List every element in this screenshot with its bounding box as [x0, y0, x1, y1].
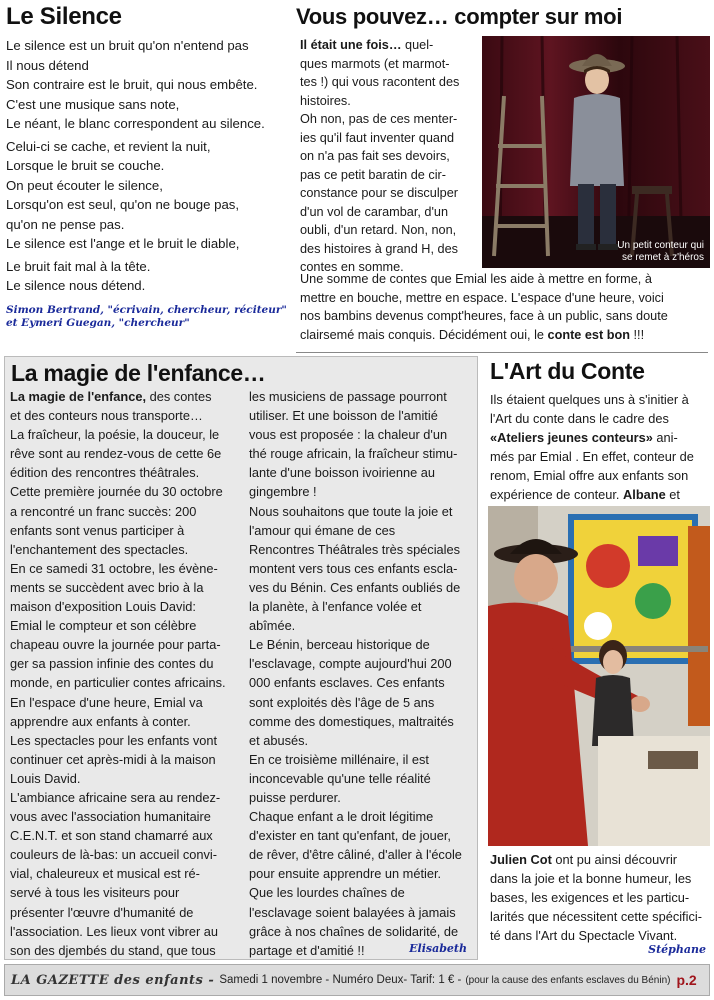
- text-line: té dans l'Art du Spectacle Vivant.: [490, 928, 678, 944]
- title-main: compter sur moi: [454, 4, 623, 29]
- text-line: constance pour se disculper: [300, 186, 458, 200]
- text-line: thé rouge africain, la fraîcheur stimu-: [249, 446, 458, 462]
- text-line: maison d'exposition Louis David:: [10, 599, 196, 615]
- text-line: nos bambins devenus compt'heures, face à un public, sans doute: [300, 309, 668, 323]
- text-line: En ce samedi 31 octobre, les évène-: [10, 560, 218, 576]
- poem-body: [6, 36, 290, 296]
- text-line: l'enchantement des spectacles.: [10, 541, 189, 557]
- text-line: l'amour qui émane de ces: [249, 522, 396, 538]
- text-line: utiliser. Et une boisson de l'amitié: [249, 408, 438, 424]
- text-line: Ils étaient quelques uns à s'initier à: [490, 392, 689, 407]
- text-line: histoires.: [300, 93, 351, 108]
- text-line: et des conteurs nous transporte…: [10, 408, 203, 424]
- text-line: Nous souhaitons que toute la joie et: [249, 503, 453, 519]
- text-line: 000 enfants esclaves. Ces enfants: [249, 675, 445, 691]
- text-line: de rêver, d'être câliné, d'aller à l'école: [249, 847, 462, 863]
- article-column-1: [10, 387, 238, 960]
- text-bold: conte est bon: [547, 327, 630, 342]
- poem-line: Celui-ci se cache, et revient la nuit,: [6, 138, 211, 154]
- text-line: Que les lourdes chaînes de: [249, 885, 405, 901]
- article-title: L'Art du Conte: [490, 358, 645, 384]
- article-title: [296, 2, 710, 32]
- text-line: servé à tous les visiteurs pour: [10, 885, 180, 901]
- text-line: l'esclavage soient balayées à jamais: [249, 904, 456, 920]
- text-run: et: [665, 487, 680, 503]
- workshop-photo-illustration: [488, 506, 710, 846]
- text-line: lante d'une boisson ivoirienne au: [249, 465, 435, 481]
- text-line: En ce troisième millénaire, il est: [249, 751, 429, 767]
- poem-line: Le bruit fait mal à la tête.: [6, 258, 151, 274]
- text-line: ves du Bénin. Ces enfants oubliés de: [249, 579, 461, 595]
- text-line: vial, chaleureux et musical est ré-: [10, 866, 200, 882]
- text-line: grâce à nos chaînes de solidarité, de: [249, 923, 459, 939]
- poem-line: Le silence est l'ange et le bruit le diable,: [6, 236, 240, 251]
- page-footer: [4, 964, 710, 996]
- text-run: !!!: [630, 327, 645, 342]
- text-line: a rencontré un franc succès: 200: [10, 503, 197, 519]
- poem-line: C'est une musique sans note,: [6, 96, 180, 112]
- text-line: més par Emial . En effet, conteur de: [490, 449, 694, 465]
- text-line: bases, les exigences et les particu-: [490, 890, 690, 906]
- storyteller-photo-illustration: [482, 36, 710, 268]
- article-le-silence: [6, 2, 290, 344]
- lead-bold: La magie de l'enfance,: [10, 389, 147, 404]
- text-line: puisse perdurer.: [249, 789, 341, 805]
- article-title: La magie de l'enfance…: [11, 360, 266, 386]
- text-line: L'ambiance africaine sera au rendez-: [10, 789, 221, 805]
- text-line: des histoires à grand H, des: [300, 241, 458, 256]
- text-line: son des djembés du stand, que tous: [10, 942, 216, 958]
- poem-line: Le néant, le blanc correspondent au silence.: [6, 116, 265, 131]
- signature-line: et Eymeri Guegan, "chercheur": [6, 316, 190, 329]
- text-bold: «Ateliers jeunes conteurs»: [490, 430, 653, 446]
- text-line: abîmée.: [249, 618, 296, 634]
- text-line: La fraîcheur, la poésie, la douceur, le: [10, 427, 220, 443]
- text-bold: Julien Cot: [490, 852, 552, 867]
- text-line: et abusés.: [249, 732, 309, 748]
- text-line: C.E.N.T. et son stand chamarré aux: [10, 828, 213, 844]
- author-signature: Stéphane: [648, 943, 706, 956]
- text-line: Une somme de contes que Emial les aide à mettre en forme, à: [300, 272, 652, 286]
- page-number: p.2: [676, 972, 697, 988]
- text-line: dans la joie et la bonne humeur, les: [490, 871, 692, 887]
- text-run: clairsemé mais conquis. Décidément oui, le: [300, 327, 548, 342]
- text-run: ont pu ainsi découvrir: [551, 852, 678, 867]
- text-line: montent vers tous ces enfants escla-: [249, 560, 458, 576]
- photo-young-storyteller: [482, 36, 710, 268]
- text-line: ger sa passion infinie des contes du: [10, 656, 214, 672]
- text-line: En l'espace d'une heure, Emial va: [10, 694, 203, 710]
- caption-line: se remet à z'héros: [622, 252, 704, 263]
- text-line: ments se succèdent avec brio à la: [10, 579, 204, 595]
- text-line: partage et d'amitié !!: [249, 942, 365, 958]
- article-body-top: [490, 390, 710, 505]
- text-run: ani-: [652, 430, 678, 446]
- text-line: tes !) qui vous racontent des: [300, 75, 460, 89]
- poem-line: Le silence nous détend.: [6, 278, 146, 293]
- article-body-wide: [300, 270, 708, 344]
- article-body-bottom: [490, 850, 710, 945]
- article-compter-sur-moi: [296, 2, 710, 354]
- cause-note: (pour la cause des enfants esclaves du Bénin): [465, 974, 671, 986]
- text-line: Cette première journée du 30 octobre: [10, 484, 223, 500]
- text-line: Oh non, pas de ces menter-: [300, 112, 458, 126]
- text-line: mettre en bouche, mettre en espace. L'espace d'une heure, voici: [300, 290, 664, 305]
- text-line: Emial le compteur et son célèbre: [10, 618, 197, 634]
- author-signature: Elisabeth: [409, 942, 467, 955]
- text-run: quel-: [401, 38, 434, 52]
- text-line: on n'a pas fait ses devoirs,: [300, 149, 450, 163]
- signature-line: Simon Bertrand, "écrivain, chercheur, réciteur": [6, 303, 287, 316]
- article-body-narrow: [300, 36, 480, 277]
- text-line: couleurs de là-bas: un accueil convi-: [10, 847, 217, 863]
- intro-bold: Il était une fois…: [300, 38, 402, 52]
- issue-info: Samedi 1 novembre - Numéro Deux- Tarif: 1 € -: [219, 974, 462, 986]
- text-line: la planète, à l'enfance volée et: [249, 599, 422, 615]
- poem-line: qu'on ne pense pas.: [6, 216, 125, 232]
- text-line: sont exploités dès l'âge de 5 ans: [249, 694, 435, 710]
- text-line: continuer cet après-midi à la maison: [10, 751, 216, 767]
- text-line: vous avec l'association humanitaire: [10, 809, 211, 825]
- text-run: expérience de conteur.: [490, 487, 624, 503]
- text-run: des contes: [146, 389, 212, 404]
- text-line: enfants sont venus participer à: [10, 522, 185, 538]
- author-signature: [6, 304, 290, 330]
- text-line: l'Art du conte dans le cadre des: [490, 411, 669, 427]
- caption-line: Un petit conteur qui: [617, 240, 704, 251]
- article-l-art-du-conte: [486, 356, 710, 960]
- gazette-brand: LA GAZETTE des enfants -: [11, 972, 215, 988]
- text-line: Louis David.: [10, 770, 81, 786]
- text-line: apprendre aux enfants à conter.: [10, 713, 191, 729]
- text-line: monde, en particulier contes africains.: [10, 675, 226, 691]
- text-line: pour ensuite apprendre un métier.: [249, 866, 442, 882]
- text-line: inconcevable qu'une telle réalité: [249, 770, 431, 786]
- text-line: renom, Emial offre aux enfants son: [490, 468, 689, 484]
- poem-line: Lorsque le bruit se couche.: [6, 158, 165, 173]
- text-line: les musiciens de passage pourront: [249, 389, 447, 404]
- article-title: Le Silence: [6, 3, 122, 30]
- text-line: Le Bénin, berceau historique de: [249, 637, 430, 653]
- text-line: Rencontres Théâtrales très spéciales: [249, 541, 461, 557]
- text-line: pas ce petit baratin de cir-: [300, 167, 446, 182]
- text-line: édition des rencontres théâtrales.: [10, 465, 200, 481]
- section-divider: [296, 352, 708, 353]
- article-column-2: [249, 387, 477, 960]
- text-line: d'un vol de carambar, d'un: [300, 204, 449, 219]
- text-line: Les spectacles pour les enfants vont: [10, 732, 218, 748]
- text-line: ques marmots (et marmot-: [300, 56, 450, 71]
- photo-storytelling-workshop: [488, 506, 710, 846]
- article-la-magie-de-l-enfance: [4, 356, 478, 960]
- text-line: larités que nécessitent cette spécifici-: [490, 909, 702, 925]
- text-line: ies qu'il faut inventer quand: [300, 130, 455, 145]
- text-bold: Albane: [623, 487, 666, 503]
- poem-line: On peut écouter le silence,: [6, 177, 163, 193]
- text-line: comme des domestiques, maltraités: [249, 713, 454, 729]
- text-line: l'association. Les lieux vont vibrer au: [10, 923, 219, 939]
- poem-line: Il nous détend: [6, 57, 89, 73]
- text-line: chapeau ouvre la journée pour parta-: [10, 637, 221, 653]
- text-line: Chaque enfant a le droit légitime: [249, 809, 434, 825]
- text-line: contes en somme.: [300, 260, 404, 274]
- photo-caption: [617, 240, 704, 264]
- text-line: d'exister en tant qu'enfant, de jouer,: [249, 828, 451, 844]
- text-line: gingembre !: [249, 484, 317, 500]
- poem-line: Son contraire est le bruit, qui nous embête.: [6, 77, 258, 92]
- text-line: vous est proposée : la chaleur d'un: [249, 427, 448, 443]
- text-line: l'esclavage, compte aujourd'hui 200: [249, 656, 452, 672]
- text-line: rêve sont au rendez-vous de cette 6e: [10, 446, 222, 462]
- title-lead: Vous pouvez…: [296, 4, 455, 29]
- poem-line: Lorsqu'on est seul, qu'on ne bouge pas,: [6, 197, 240, 212]
- text-line: présenter l'œuvre d'humanité de: [10, 904, 194, 920]
- poem-line: Le silence est un bruit qu'on n'entend pas: [6, 38, 249, 53]
- text-line: oubli, d'un retard. Non, non,: [300, 223, 457, 237]
